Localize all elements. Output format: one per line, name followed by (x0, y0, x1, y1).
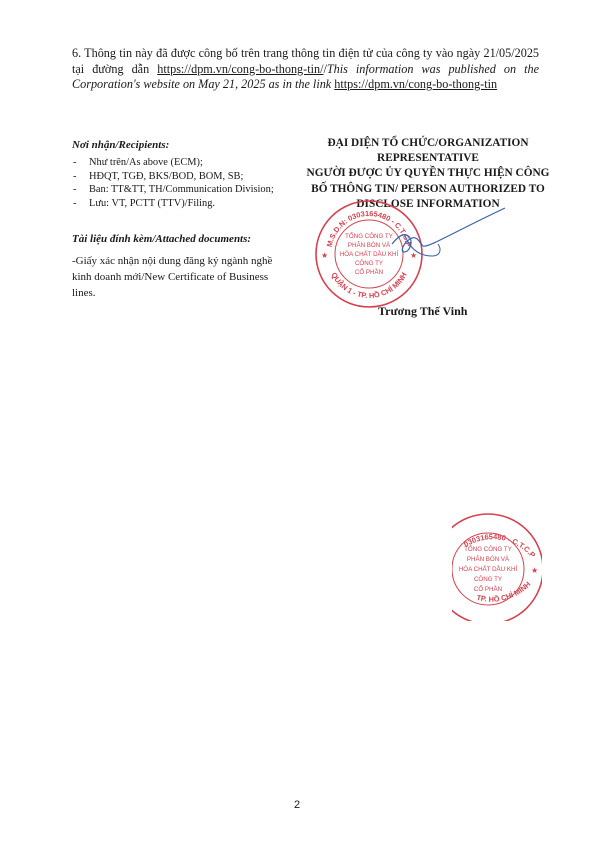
page-number: 2 (293, 799, 301, 811)
disclosure-paragraph (72, 46, 539, 93)
recipient-item: - Như trên/As above (ECM); (72, 156, 302, 169)
svg-text:TỔNG CÔNG TY: TỔNG CÔNG TY (464, 546, 512, 553)
attachments-text: -Giấy xác nhận nội dung đăng ký ngành nghề kinh doanh mới/New Certificate of Business lines. (72, 255, 273, 299)
seal-inner-line: CỔ PHẦN (354, 269, 384, 276)
svg-text:★: ★ (531, 566, 539, 575)
seal-outer-bottom-text: QUẬN 1 - TP. HỒ CHÍ MINH (329, 270, 409, 301)
recipient-item: - Lưu: VT, PCTT (TTV)/Filing. (72, 197, 302, 210)
recipient-item: - HĐQT, TGĐ, BKS/BOD, BOM, SB; (72, 170, 302, 183)
recipients-block (72, 139, 302, 210)
seal-inner-line: PHÂN BÓN VÀ (347, 242, 391, 249)
disclosure-text-en: This information was published on the Corporation's website on May 21, 2025 as in the link (72, 61, 540, 92)
recipients-heading: Nơi nhận/Recipients: (72, 139, 170, 151)
disclosure-text-vi: Thông tin này đã được công bố trên trang thông tin điện tử của công ty vào ngày 21/05/2025 tại đường dẫn (72, 46, 540, 76)
svg-text:★: ★ (321, 251, 329, 260)
partial-seal-stamp (452, 511, 542, 621)
organization-representative-title: ĐẠI DIỆN TỔ CHỨC/ORGANIZATION REPRESENTATIVE (327, 137, 529, 165)
svg-text:TP. HỒ CHÍ MINH: TP. HỒ CHÍ MINH (475, 579, 533, 604)
disclosure-link-vi[interactable]: https://dpm.vn/cong-bo-thong-tin/ (157, 61, 324, 76)
authorized-person-title: NGƯỜI ĐƯỢC ỦY QUYỀN THỰC HIỆN CÔNG BỐ THÔNG TIN/ PERSON AUTHORIZED TO DISCLOSE INFORMATION (306, 167, 550, 210)
svg-text:★: ★ (410, 251, 418, 260)
svg-text:0303165480 - C.T.C.P: 0303165480 - C.T.C.P (462, 532, 538, 560)
recipients-list (72, 156, 302, 210)
seal-inner-line: TỔNG CÔNG TY (345, 233, 393, 240)
disclosure-link-en[interactable]: https://dpm.vn/cong-bo-thong-tin (334, 77, 498, 92)
slash-separator: / (323, 61, 327, 76)
recipient-item: - Ban: TT&TT, TH/Communication Division; (72, 183, 302, 196)
signer-name: Trương Thế Vinh (378, 304, 468, 318)
handwritten-signature (360, 204, 510, 274)
seal-inner-line: CÔNG TY (354, 260, 384, 267)
svg-text:PHÂN BÓN VÀ: PHÂN BÓN VÀ (466, 556, 510, 563)
seal-outer-top-text: M.S.D.N: 0303165480 - C.T.C.P (324, 208, 414, 248)
attachments-heading: Tài liệu đính kèm/Attached documents: (72, 233, 252, 245)
svg-text:HÓA CHẤT DẦU KHÍ: HÓA CHẤT DẦU KHÍ (458, 566, 518, 573)
seal-inner-line: HÓA CHẤT DẦU KHÍ (339, 251, 399, 258)
svg-text:CỔ PHẦN: CỔ PHẦN (473, 586, 503, 593)
item-number: 6. (72, 46, 82, 60)
svg-text:CÔNG TY: CÔNG TY (473, 576, 503, 583)
